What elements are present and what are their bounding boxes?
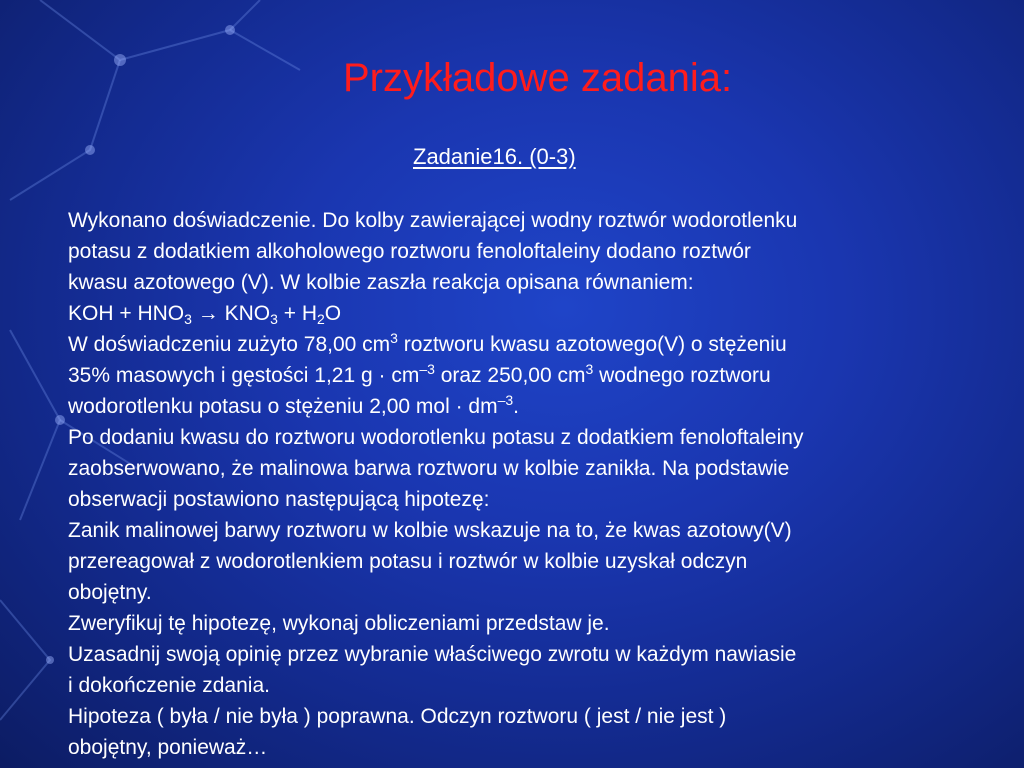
text-line: Uzasadnij swoją opinię przez wybranie właściwego zwrotu w każdym nawiasie (68, 643, 797, 666)
text-line: 35% masowych i gęstości 1,21 $g \cdot cm^{-3}$ oraz 250,00 $cm^3$ wodnego roztworu (68, 361, 771, 387)
text-line: Zanik malinowej barwy roztworu w kolbie wskazuje na to, że kwas azotowy(V) (68, 519, 792, 542)
text-line: Wykonano doświadczenie. Do kolby zawierającej wodny roztwór wodorotlenku (68, 209, 798, 232)
text-line: kwasu azotowego (V). W kolbie zaszła reakcja opisana równaniem: (68, 271, 694, 294)
text-line: obojętny. (68, 581, 152, 604)
text-line: wodorotlenku potasu o stężeniu 2,00 mol · $dm^{-3}$. (68, 392, 519, 418)
text-line: potasu z dodatkiem alkoholowego roztworu fenoloftaleiny dodano roztwór (68, 240, 751, 263)
reaction-equation: KOH + $HNO_3 \to KNO_3 + H_2O$ (68, 302, 342, 327)
task-body (68, 205, 988, 763)
text-line: obserwacji postawiono następującą hipotezę: (68, 488, 490, 511)
text-line: obojętny, ponieważ… (68, 736, 268, 759)
text-line: zaobserwowano, że malinowa barwa roztworu w kolbie zanikła. Na podstawie (68, 457, 790, 480)
task-heading: Zadanie16. (0-3) (413, 144, 576, 169)
slide-title: Przykładowe zadania: (343, 56, 733, 100)
text-line: Hipoteza ( była / nie była ) poprawna. Odczyn roztworu ( jest / nie jest ) (68, 705, 727, 728)
text-line: Zweryfikuj tę hipotezę, wykonaj obliczeniami przedstaw je. (68, 612, 610, 635)
text-line: i dokończenie zdania. (68, 674, 270, 697)
text-line: W doświadczeniu zużyto 78,00 $cm^3$ roztworu kwasu azotowego(V) o stężeniu (68, 330, 787, 356)
text-line: Po dodaniu kwasu do roztworu wodorotlenku potasu z dodatkiem fenoloftaleiny (68, 426, 804, 449)
text-line: przereagował z wodorotlenkiem potasu i roztwór w kolbie uzyskał odczyn (68, 550, 748, 573)
